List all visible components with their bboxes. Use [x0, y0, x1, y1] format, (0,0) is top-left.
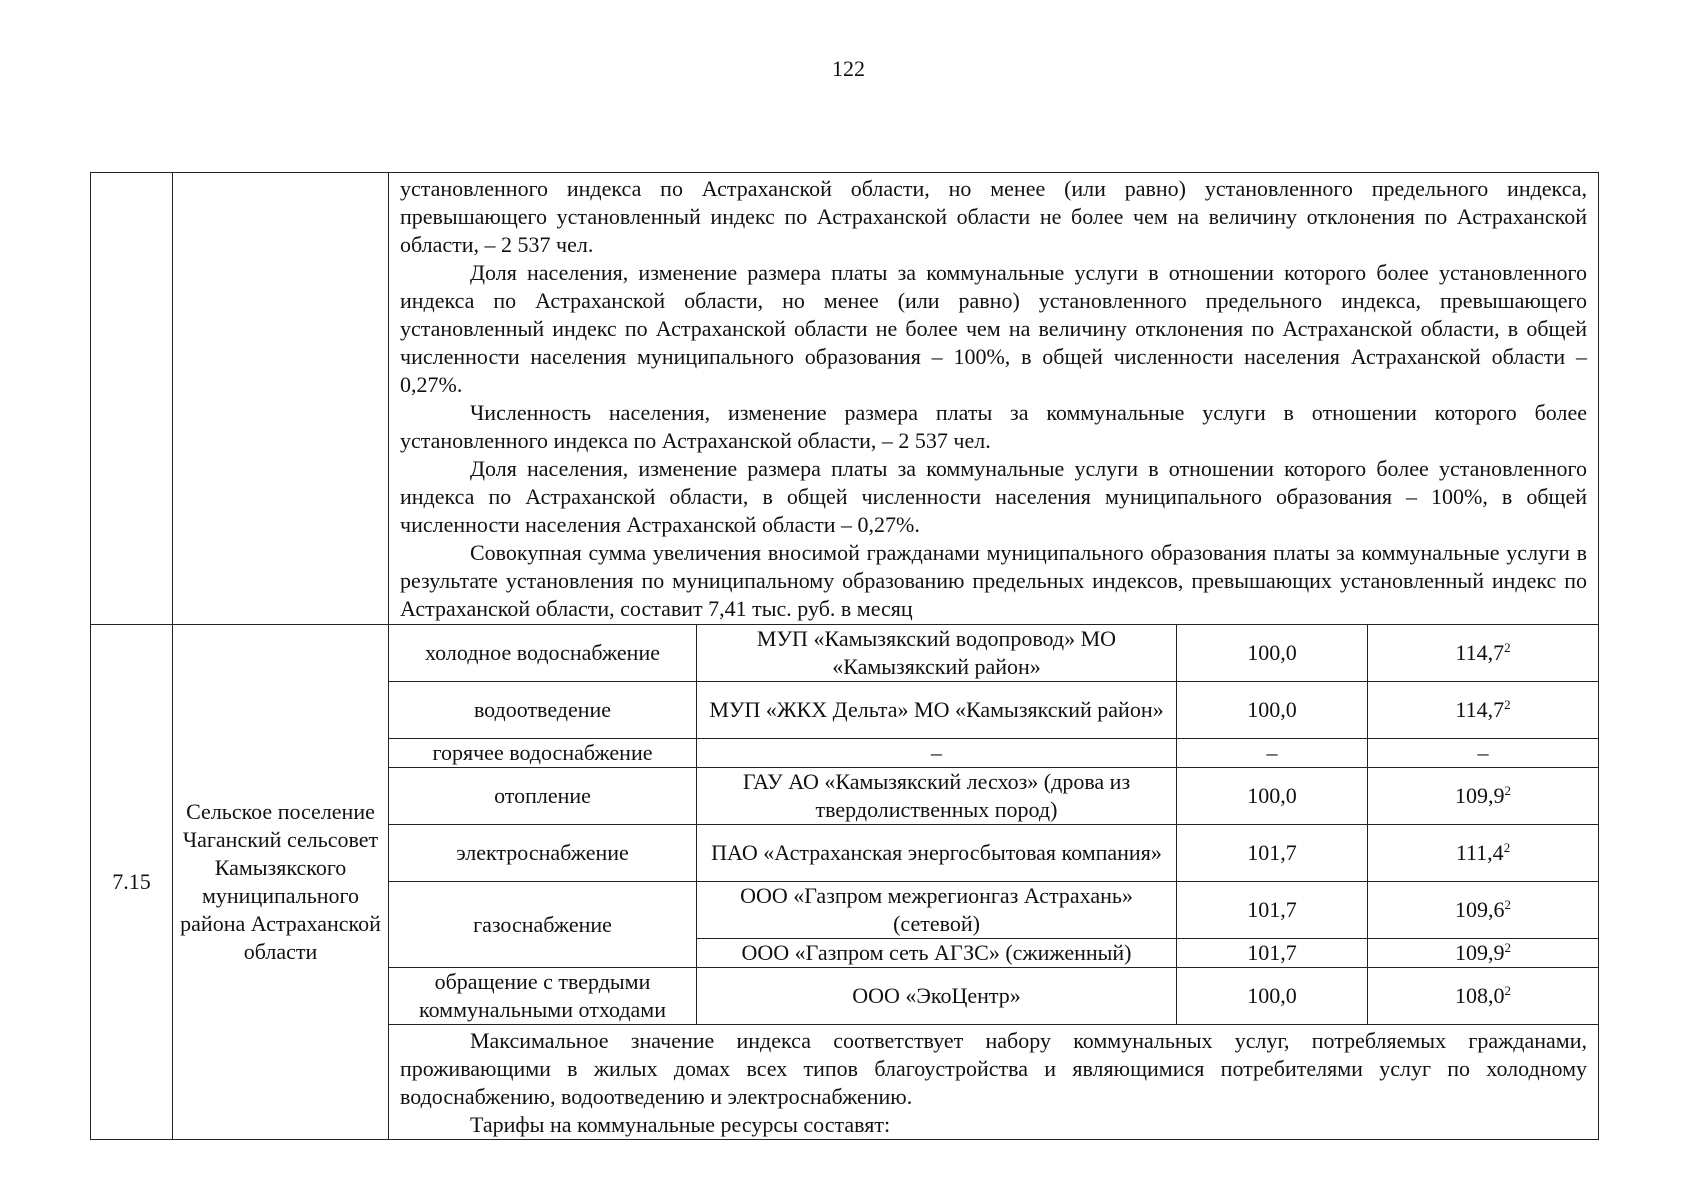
index-value: 100,0	[1177, 625, 1368, 682]
index-table	[90, 172, 1599, 1140]
service-name: газоснабжение	[389, 882, 697, 968]
paragraph: Доля населения, изменение размера платы за коммунальные услуги в отношении которого более установленного индекса по Астраханской области, в общей численности населения муниципального образования – 100%, в общей численности населения Астраханской области – 0,27%.	[400, 456, 1587, 537]
note-text-cell	[389, 1025, 1599, 1140]
index-value: 101,7	[1177, 882, 1368, 939]
paragraph: установленного индекса по Астраханской области, но менее (или равно) установленного предельного индекса, превышающего установленный индекс по Астраханской области не более чем на величину отклонения по Астраханской области, – 2 537 чел.	[400, 176, 1587, 257]
index-value: 100,0	[1177, 682, 1368, 739]
service-name: обращение с твердыми коммунальными отходами	[389, 968, 697, 1025]
provider-name: МУП «ЖКХ Дельта» МО «Камызякский район»	[697, 682, 1177, 739]
limit-index	[1368, 882, 1599, 939]
service-name: электроснабжение	[389, 825, 697, 882]
limit-value: 114,7	[1455, 640, 1505, 665]
continuation-text-cell	[389, 173, 1599, 625]
entry-number: 7.15	[91, 625, 173, 1140]
provider-name: ГАУ АО «Камызякский лесхоз» (дрова из твердолиственных пород)	[697, 768, 1177, 825]
empty-municipality-cell	[173, 173, 389, 625]
footnote-mark: 2	[1504, 940, 1511, 955]
service-name: горячее водоснабжение	[389, 739, 697, 768]
limit-index	[1368, 625, 1599, 682]
footnote-mark: 2	[1504, 897, 1511, 912]
provider-name: ООО «Газпром сеть АГЗС» (сжиженный)	[697, 939, 1177, 968]
paragraph: Численность населения, изменение размера платы за коммунальные услуги в отношении которого более установленного индекса по Астраханской области, – 2 537 чел.	[400, 400, 1587, 453]
municipality-name: Сельское поселение Чаганский сельсовет Камызякского муниципального района Астраханской области	[173, 625, 389, 1140]
service-name: отопление	[389, 768, 697, 825]
index-value: 101,7	[1177, 825, 1368, 882]
footnote-mark: 2	[1504, 983, 1511, 998]
limit-value: 108,0	[1455, 983, 1505, 1008]
index-value: –	[1177, 739, 1368, 768]
limit-value: 114,7	[1455, 697, 1505, 722]
limit-index	[1368, 939, 1599, 968]
continuation-row	[91, 173, 1599, 625]
empty-number-cell	[91, 173, 173, 625]
limit-index	[1368, 768, 1599, 825]
provider-name: ООО «Газпром межрегионгаз Астрахань» (сетевой)	[697, 882, 1177, 939]
limit-index	[1368, 825, 1599, 882]
limit-value: –	[1477, 740, 1489, 765]
provider-name: ООО «ЭкоЦентр»	[697, 968, 1177, 1025]
limit-value: 109,6	[1455, 897, 1505, 922]
paragraph: Максимальное значение индекса соответствует набору коммунальных услуг, потребляемых гражданами, проживающими в жилых домах всех типов благоустройства и являющимися потребителями услуг по холодному водоснабжению, водоотведению и электроснабжению.	[400, 1028, 1587, 1109]
footnote-mark: 2	[1504, 783, 1511, 798]
paragraph: Доля населения, изменение размера платы за коммунальные услуги в отношении которого более установленного индекса по Астраханской области, но менее (или равно) установленного предельного индекса, превышающего установленный индекс по Астраханской области не более чем на величину отклонения по Астраханской области, в общей численности населения муниципального образования – 100%, в общей численности населения Астраханской области – 0,27%.	[400, 260, 1587, 397]
provider-name: ПАО «Астраханская энергосбытовая компания»	[697, 825, 1177, 882]
paragraph: Совокупная сумма увеличения вносимой гражданами муниципального образования платы за коммунальные услуги в результате установления по муниципальному образованию предельных индексов, превышающих установленный индекс по Астраханской области, составит 7,41 тыс. руб. в месяц	[400, 540, 1587, 621]
limit-value: 109,9	[1455, 940, 1505, 965]
page-number: 122	[832, 56, 865, 81]
limit-value: 109,9	[1455, 783, 1505, 808]
footnote-mark: 2	[1504, 640, 1511, 655]
limit-index	[1368, 739, 1599, 768]
provider-name: –	[697, 739, 1177, 768]
table-row	[91, 625, 1599, 682]
service-name: водоотведение	[389, 682, 697, 739]
service-name: холодное водоснабжение	[389, 625, 697, 682]
index-value: 100,0	[1177, 968, 1368, 1025]
index-value: 100,0	[1177, 768, 1368, 825]
limit-index	[1368, 682, 1599, 739]
footnote-mark: 2	[1504, 697, 1511, 712]
limit-value: 111,4	[1455, 840, 1504, 865]
limit-index	[1368, 968, 1599, 1025]
paragraph: Тарифы на коммунальные ресурсы составят:	[470, 1112, 891, 1137]
footnote-mark: 2	[1503, 840, 1511, 855]
provider-name: МУП «Камызякский водопровод» МО «Камызякский район»	[697, 625, 1177, 682]
index-value: 101,7	[1177, 939, 1368, 968]
